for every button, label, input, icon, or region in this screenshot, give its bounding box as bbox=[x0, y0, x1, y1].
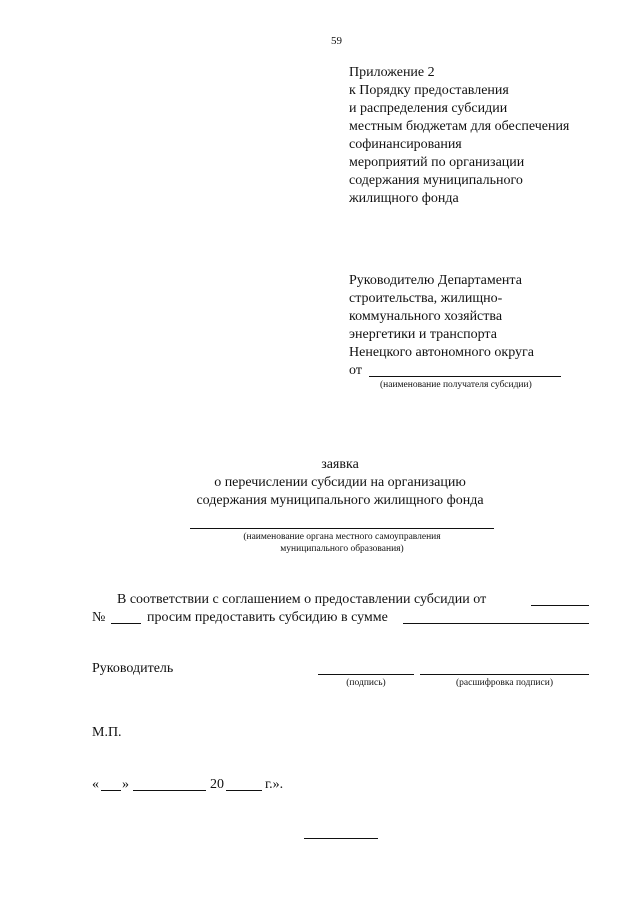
appendix-line: мероприятий по организации bbox=[349, 155, 525, 170]
body-line1: В соответствии с соглашением о предоставлении субсидии от bbox=[117, 592, 487, 607]
organ-name-field[interactable] bbox=[190, 528, 494, 529]
decode-caption: (расшифровка подписи) bbox=[456, 678, 553, 688]
addressee-line: Руководителю Департамента bbox=[349, 273, 522, 288]
agreement-date-field[interactable] bbox=[531, 605, 589, 606]
appendix-line: Приложение 2 bbox=[349, 65, 435, 80]
document-title-line2: содержания муниципального жилищного фонда bbox=[196, 493, 484, 508]
number-sign: № bbox=[92, 610, 106, 625]
subsidy-amount-field[interactable] bbox=[403, 623, 589, 624]
date-year-field[interactable] bbox=[226, 790, 262, 791]
date-day-field[interactable] bbox=[101, 790, 121, 791]
head-label: Руководитель bbox=[92, 661, 174, 676]
closing-divider bbox=[304, 838, 378, 839]
date-close-quote: » bbox=[122, 777, 129, 792]
signature-decode-field[interactable] bbox=[420, 674, 589, 675]
signature-caption: (подпись) bbox=[346, 678, 386, 688]
page-number: 59 bbox=[331, 35, 342, 47]
recipient-caption: (наименование получателя субсидии) bbox=[380, 380, 532, 390]
date-open-quote: « bbox=[92, 777, 99, 792]
addressee-line: строительства, жилищно- bbox=[349, 291, 503, 306]
date-year-suffix: г.». bbox=[265, 777, 284, 792]
recipient-name-field[interactable] bbox=[369, 376, 561, 377]
from-label: от bbox=[349, 363, 362, 378]
appendix-line: к Порядку предоставления bbox=[349, 83, 509, 98]
addressee-line: энергетики и транспорта bbox=[349, 327, 497, 342]
date-month-field[interactable] bbox=[133, 790, 206, 791]
body-line2: просим предоставить субсидию в сумме bbox=[147, 610, 388, 625]
appendix-line: местным бюджетам для обеспечения bbox=[349, 119, 570, 134]
appendix-line: и распределения субсидии bbox=[349, 101, 508, 116]
date-year-prefix: 20 bbox=[210, 777, 224, 792]
addressee-block bbox=[349, 272, 534, 362]
addressee-line: Ненецкого автономного округа bbox=[349, 345, 534, 360]
addressee-line: коммунального хозяйства bbox=[349, 309, 503, 324]
document-heading: заявка bbox=[321, 457, 359, 472]
organ-caption-line2: муниципального образования) bbox=[280, 544, 404, 554]
organ-caption-line1: (наименование органа местного самоуправления bbox=[243, 532, 441, 542]
document-title-line1: о перечислении субсидии на организацию bbox=[214, 475, 466, 490]
stamp-place: М.П. bbox=[92, 725, 122, 740]
agreement-number-field[interactable] bbox=[111, 623, 141, 624]
signature-field[interactable] bbox=[318, 674, 414, 675]
appendix-line: софинансирования bbox=[349, 137, 462, 152]
appendix-block bbox=[349, 64, 569, 208]
appendix-line: содержания муниципального bbox=[349, 173, 523, 188]
appendix-line: жилищного фонда bbox=[349, 191, 459, 206]
